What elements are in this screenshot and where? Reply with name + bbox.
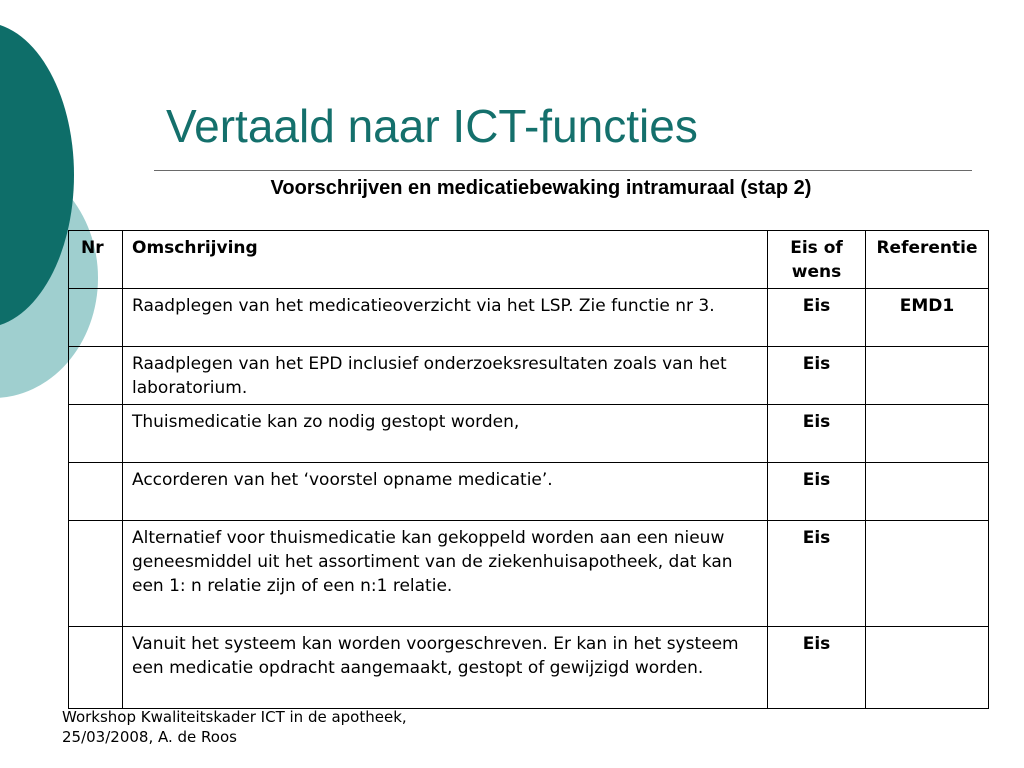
cell-eis-of-wens: Eis — [768, 347, 866, 405]
header-nr: Nr — [69, 231, 123, 289]
cell-nr — [69, 289, 123, 347]
cell-eis-of-wens: Eis — [768, 405, 866, 463]
slide-subtitle: Voorschrijven en medicatiebewaking intramuraal (stap 2) — [270, 177, 812, 199]
cell-eis-of-wens: Eis — [768, 521, 866, 627]
footer-line-2: 25/03/2008, A. de Roos — [62, 728, 237, 746]
cell-referentie — [866, 347, 989, 405]
cell-referentie: EMD1 — [866, 289, 989, 347]
cell-nr — [69, 627, 123, 709]
cell-description: Raadplegen van het medicatieoverzicht via het LSP. Zie functie nr 3. — [123, 289, 768, 347]
cell-referentie — [866, 405, 989, 463]
cell-description: Alternatief voor thuismedicatie kan gekoppeld worden aan een nieuw geneesmiddel uit het assortiment van de ziekenhuisapotheek, dat kan een 1: n relatie zijn of een n:1 relatie. — [123, 521, 768, 627]
table-row — [69, 463, 989, 521]
cell-nr — [69, 521, 123, 627]
cell-nr — [69, 347, 123, 405]
cell-eis-of-wens: Eis — [768, 289, 866, 347]
cell-referentie — [866, 627, 989, 709]
cell-referentie — [866, 463, 989, 521]
header-eis-of-wens: Eis of wens — [768, 231, 866, 289]
title-divider — [154, 170, 972, 171]
cell-eis-of-wens: Eis — [768, 627, 866, 709]
table-row — [69, 405, 989, 463]
cell-description: Thuismedicatie kan zo nodig gestopt worden, — [123, 405, 768, 463]
table-header-row — [69, 231, 989, 289]
cell-eis-of-wens: Eis — [768, 463, 866, 521]
footer-line-1: Workshop Kwaliteitskader ICT in de apotheek, — [62, 708, 407, 726]
table-row — [69, 627, 989, 709]
cell-description: Vanuit het systeem kan worden voorgeschreven. Er kan in het systeem een medicatie opdracht aangemaakt, gestopt of gewijzigd worden. — [123, 627, 768, 709]
table-row — [69, 521, 989, 627]
cell-referentie — [866, 521, 989, 627]
slide-title: Vertaald naar ICT-functies — [166, 100, 698, 152]
cell-description: Accorderen van het ‘voorstel opname medicatie’. — [123, 463, 768, 521]
table-row — [69, 347, 989, 405]
header-referentie: Referentie — [866, 231, 989, 289]
cell-nr — [69, 463, 123, 521]
cell-nr — [69, 405, 123, 463]
header-description: Omschrijving — [123, 231, 768, 289]
cell-description: Raadplegen van het EPD inclusief onderzoeksresultaten zoals van het laboratorium. — [123, 347, 768, 405]
slide-footer — [62, 707, 407, 747]
table-row — [69, 289, 989, 347]
functions-table — [68, 230, 989, 709]
